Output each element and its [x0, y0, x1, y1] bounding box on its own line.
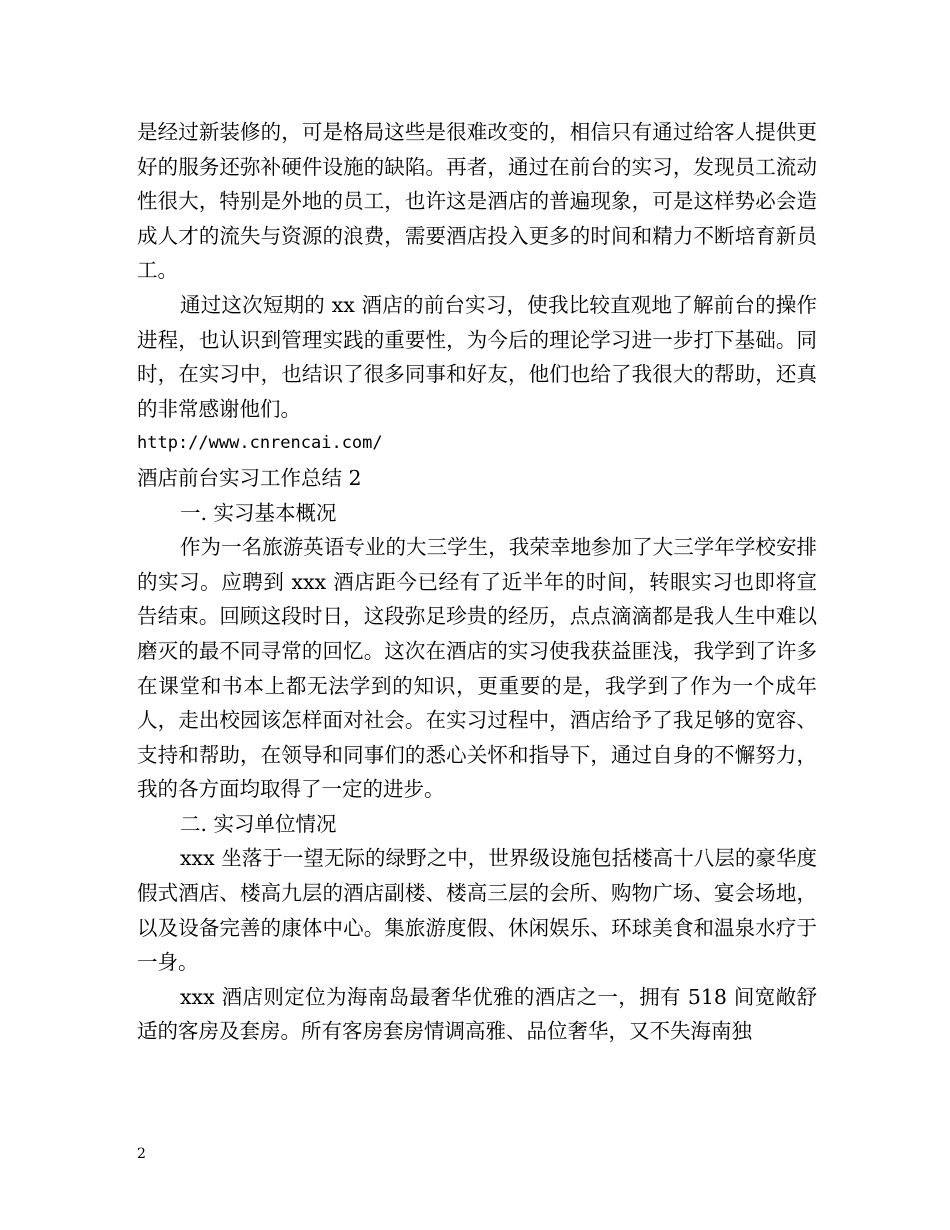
page-number: 2 [137, 1146, 146, 1162]
paragraph: 通过这次短期的 xx 酒店的前台实习，使我比较直观地了解前台的操作进程，也认识到管理实践的重要性，为今后的理论学习进一步打下基础。同时，在实习中，也结识了很多同事和好友，他们也给了我很大的帮助，还真的非常感谢他们。 [137, 292, 817, 421]
paragraph: 作为一名旅游英语专业的大三学生，我荣幸地参加了大三学年学校安排的实习。应聘到 xxx 酒店距今已经有了近半年的时间，转眼实习也即将宣告结束。回顾这段时日，这段弥足珍贵的经历，点点滴滴都是我人生中难以磨灭的最不同寻常的回忆。这次在酒店的实习使我获益匪浅，我学到了许多在课堂和书本上都无法学到的知识，更重要的是，我学到了作为一个成年人，走出校园该怎样面对社会。在实习过程中，酒店给予了我足够的宽容、支持和帮助，在领导和同事们的悉心关怀和指导下，通过自身的不懈努力，我的各方面均取得了一定的进步。 [137, 535, 817, 802]
paragraph: 是经过新装修的，可是格局这些是很难改变的，相信只有通过给客人提供更好的服务还弥补硬件设施的缺陷。再者，通过在前台的实习，发现员工流动性很大，特别是外地的员工，也许这是酒店的普遍现象，可是这样势必会造成人才的流失与资源的浪费，需要酒店投入更多的时间和精力不断培育新员工。 [137, 120, 817, 283]
paragraph: xxx 坐落于一望无际的绿野之中，世界级设施包括楼高十八层的豪华度假式酒店、楼高九层的酒店副楼、楼高三层的会所、购物广场、宴会场地，以及设备完善的康体中心。集旅游度假、休闲娱乐、环球美食和温泉水疗于一身。 [137, 846, 817, 975]
subheading: 二. 实习单位情况 [180, 811, 337, 836]
subheading: 一. 实习基本概况 [180, 500, 337, 525]
source-url: http://www.cnrencai.com/ [137, 433, 383, 454]
document-body [137, 115, 817, 1049]
section-title: 酒店前台实习工作总结 2 [137, 465, 362, 490]
paragraph: xxx 酒店则定位为海南岛最奢华优雅的酒店之一，拥有 518 间宽敞舒适的客房及套房。所有客房套房情调高雅、品位奢华，又不失海南独 [137, 984, 817, 1044]
